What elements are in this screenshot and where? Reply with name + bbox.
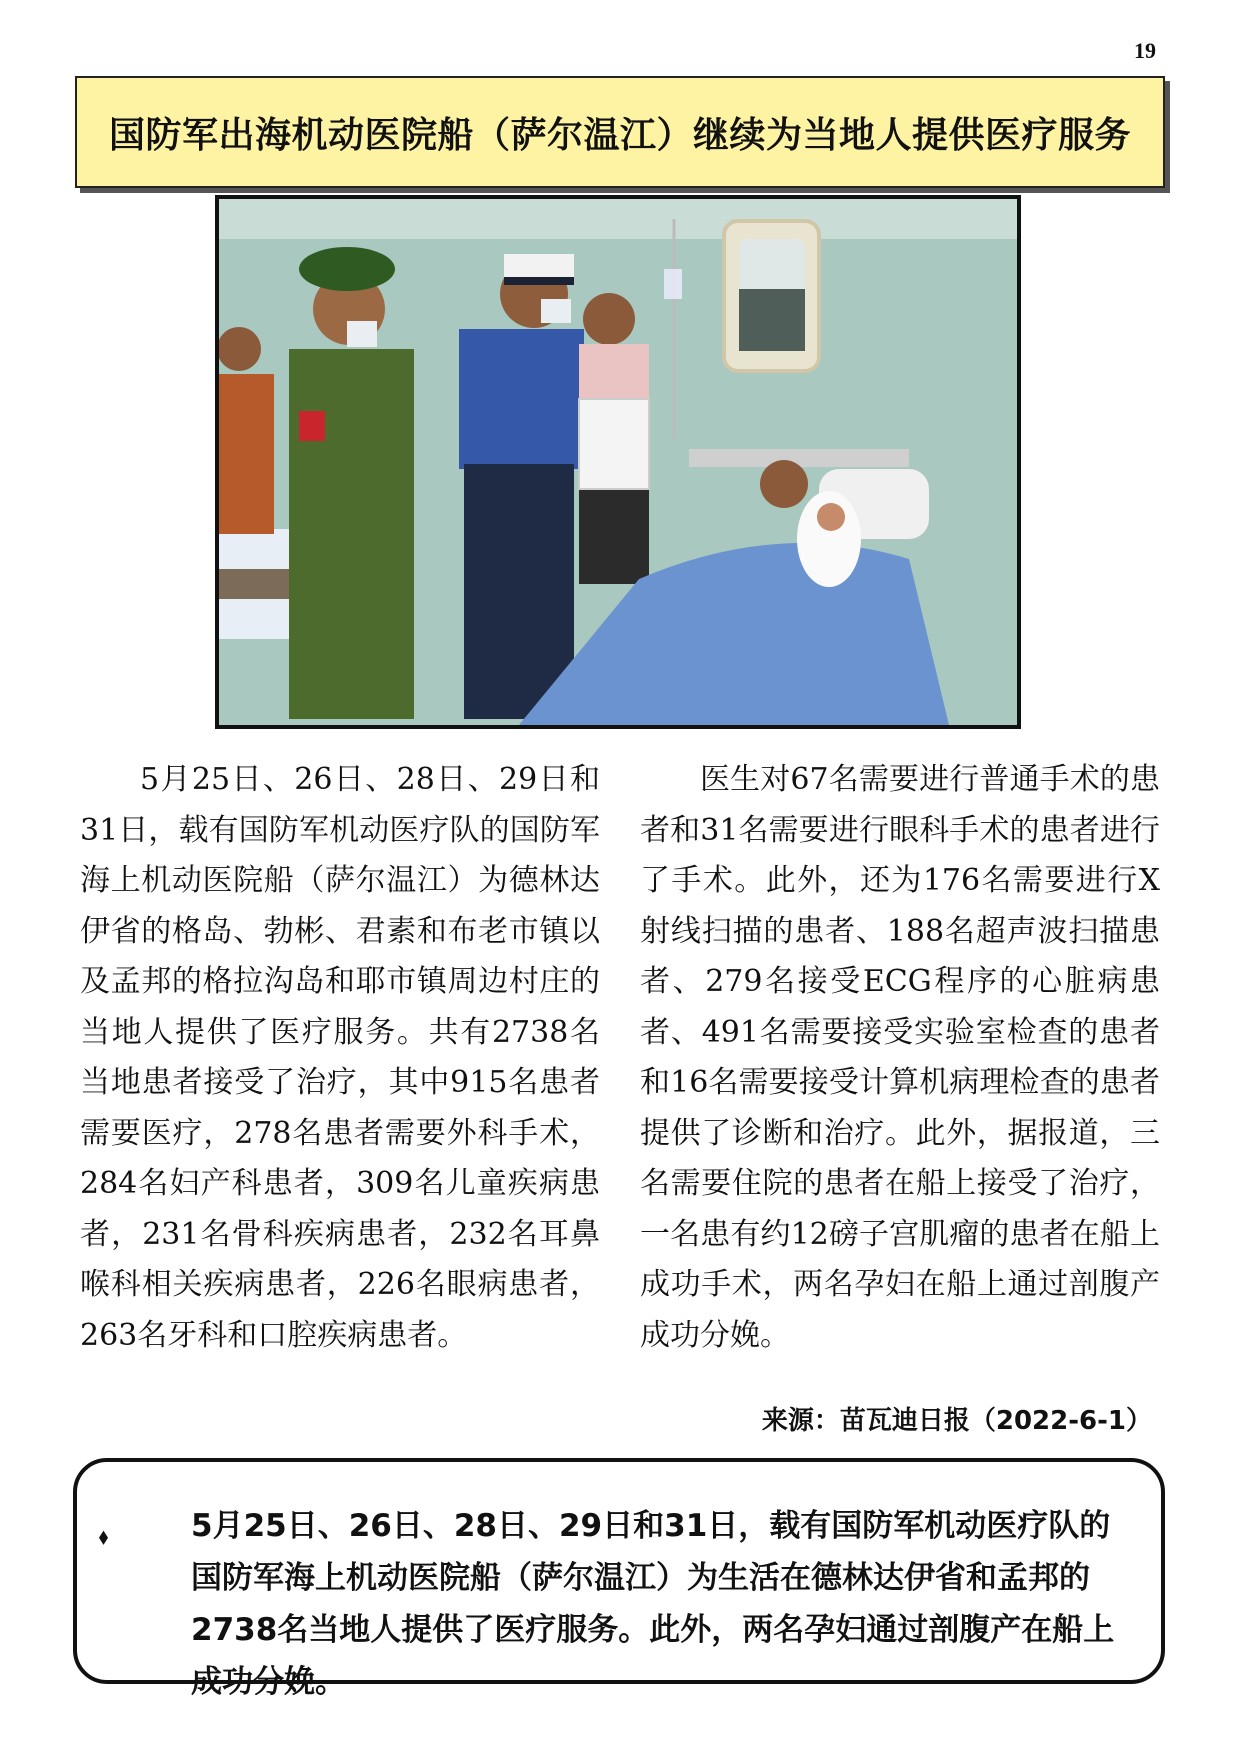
ward-photo-illustration bbox=[219, 199, 1017, 725]
title-banner bbox=[75, 76, 1165, 188]
summary-box bbox=[73, 1458, 1165, 1700]
article-right-column: 医生对67名需要进行普通手术的患者和31名需要进行眼科手术的患者进行了手术。此外，还为176名需要进行X射线扫描的患者、188名超声波扫描患者、279名接受ECG程序的心脏病患者、491名需要接受实验室检查的患者和16名需要接受计算机病理检查的患者提供了诊断和治疗。此外，据报道，三名需要住院的患者在船上接受了治疗，一名患有约12磅子宫肌瘤的患者在船上成功手术，两名孕妇在船上通过剖腹产成功分娩。 bbox=[640, 762, 1160, 1353]
page-number: 19 bbox=[1134, 38, 1156, 63]
article-columns bbox=[80, 755, 1160, 1361]
source-citation: 来源：苗瓦迪日报（2022-6-1） bbox=[761, 1406, 1152, 1436]
article-left-column: 5月25日、26日、28日、29日和31日，载有国防军机动医疗队的国防军海上机动医院船（萨尔温江）为德林达伊省的格岛、勃彬、君素和布老市镇以及孟邦的格拉沟岛和耶市镇周边村庄的当地人提供了医疗服务。共有2738名当地患者接受了治疗，其中915名患者需要医疗，278名患者需要外科手术，284名妇产科患者，309名儿童疾病患者，231名骨科疾病患者，232名耳鼻喉科相关疾病患者，226名眼病患者，263名牙科和口腔疾病患者。 bbox=[80, 762, 600, 1353]
diamond-bullet-icon: ⬧ bbox=[99, 1524, 108, 1548]
page-title: 国防军出海机动医院船（萨尔温江）继续为当地人提供医疗服务 bbox=[108, 114, 1131, 156]
ward-photo bbox=[215, 195, 1021, 729]
summary-text: 5月25日、26日、28日、29日和31日，载有国防军机动医疗队的国防军海上机动医院船（萨尔温江）为生活在德林达伊省和孟邦的2738名当地人提供了医疗服务。此外，两名孕妇通过剖腹产在船上成功分娩。 bbox=[191, 1508, 1115, 1700]
